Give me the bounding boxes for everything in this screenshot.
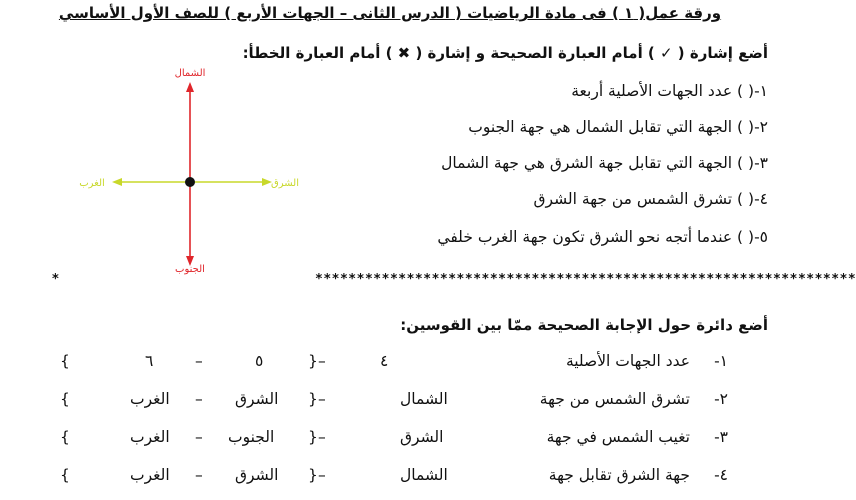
mc-row <box>0 428 780 458</box>
mc-option[interactable]: الشرق <box>400 428 444 446</box>
mc-option[interactable]: الشمال <box>400 466 448 484</box>
compass-diagram <box>70 60 330 275</box>
true-false-instruction: أضع إشارة ( ✓ ) أمام العبارة الصحيحة و إشارة ( ✖ ) أمام العبارة الخطأ: <box>242 44 768 62</box>
tf-item: ٣-( ) الجهة التي تقابل جهة الشرق هي جهة الشمال <box>441 154 768 172</box>
mc-num: ١- <box>714 352 728 370</box>
mc-dash: – <box>195 390 203 408</box>
mc-dash: – <box>318 390 326 408</box>
mc-dash: – <box>318 466 326 484</box>
mc-row <box>0 390 780 420</box>
north-arrowhead <box>186 82 194 92</box>
separator-star: * <box>52 272 59 287</box>
east-label: الشرق <box>270 178 300 189</box>
south-label: الجنوب <box>175 264 205 275</box>
mc-option[interactable]: ٥ <box>255 352 264 370</box>
mc-option[interactable]: ٤ <box>380 352 389 370</box>
page-title: ورقة عمل( ١ ) فى مادة الرياضيات ( الدرس الثانى – الجهات الأربع ) للصف الأول الأساسي <box>58 4 722 22</box>
brace-close: } <box>60 466 70 484</box>
multiple-choice-instruction: أضع دائرة حول الإجابة الصحيحة ممّا بين القوسين: <box>400 316 768 334</box>
north-label: الشمال <box>174 68 206 79</box>
tf-item: ٥-( ) عندما أتجه نحو الشرق تكون جهة الغرب خلفي <box>437 228 768 246</box>
brace-open: { <box>308 428 318 446</box>
mc-question: عدد الجهات الأصلية <box>565 352 690 370</box>
mc-dash: – <box>195 466 203 484</box>
brace-close: } <box>60 428 70 446</box>
mc-option[interactable]: الشرق <box>235 466 279 484</box>
tf-item: ٢-( ) الجهة التي تقابل الشمال هي جهة الجنوب <box>468 118 768 136</box>
brace-close: } <box>60 390 70 408</box>
tf-item: ١-( ) عدد الجهات الأصلية أربعة <box>571 82 768 100</box>
mc-option[interactable]: الغرب <box>130 428 170 446</box>
mc-num: ٣- <box>714 428 728 446</box>
mc-option[interactable]: الشمال <box>400 390 448 408</box>
brace-open: { <box>308 466 318 484</box>
mc-dash: – <box>195 352 203 370</box>
mc-question: جهة الشرق تقابل جهة <box>548 466 690 484</box>
mc-row <box>0 466 780 496</box>
mc-option[interactable]: ٦ <box>145 352 154 370</box>
mc-option[interactable]: الغرب <box>130 466 170 484</box>
west-label: الغرب <box>79 178 105 189</box>
tf-item: ٤-( ) تشرق الشمس من جهة الشرق <box>533 190 768 208</box>
west-arrowhead <box>112 178 122 186</box>
brace-close: } <box>60 352 70 370</box>
brace-open: { <box>308 390 318 408</box>
compass-center-dot <box>185 177 195 187</box>
separator-line: ***************************************************************** <box>315 272 856 287</box>
mc-num: ٤- <box>714 466 728 484</box>
mc-question: تغيب الشمس في جهة <box>546 428 690 446</box>
mc-option[interactable]: الشرق <box>235 390 279 408</box>
mc-dash: – <box>195 428 203 446</box>
mc-option[interactable]: الغرب <box>130 390 170 408</box>
brace-open: { <box>308 352 318 370</box>
mc-option[interactable]: الجنوب <box>228 428 275 446</box>
mc-dash: – <box>318 428 326 446</box>
mc-question: تشرق الشمس من جهة <box>539 390 690 408</box>
mc-row <box>0 352 780 382</box>
mc-num: ٢- <box>714 390 728 408</box>
mc-dash: – <box>318 352 326 370</box>
